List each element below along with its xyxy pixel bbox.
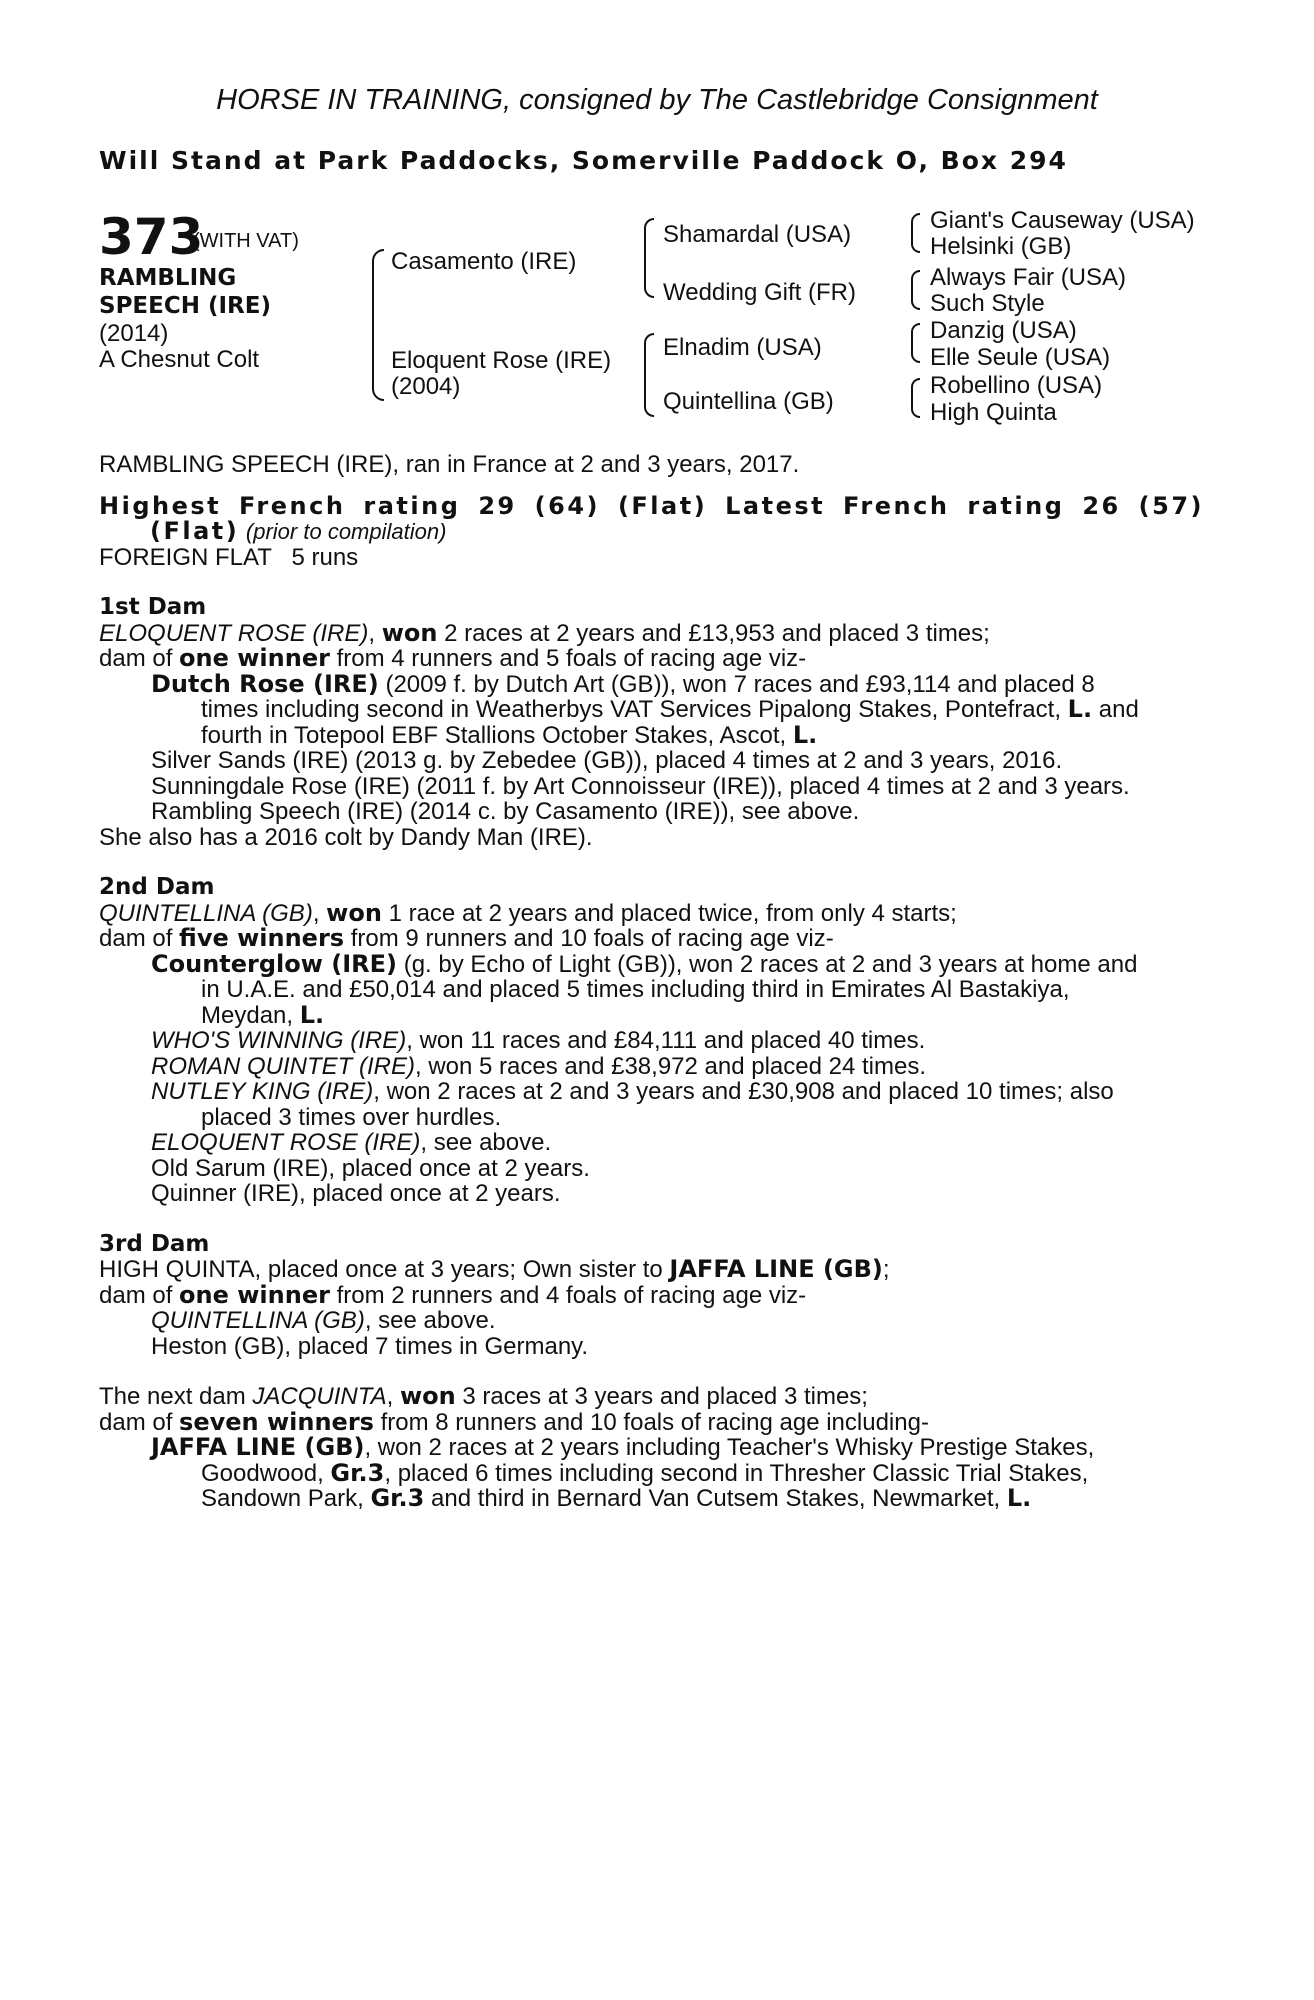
ggp-8: High Quinta [930,399,1057,426]
ggp-7: Robellino (USA) [930,372,1103,399]
dam1-progeny-2: Silver Sands (IRE) (2013 g. by Zebedee (GB)), placed 4 times at 2 and 3 years, 2016. [151,747,1063,774]
lot-number: 373 [99,208,204,266]
dam3-progeny-1 [99,1308,1204,1334]
dam4-p1-c2: Sandown Park, [201,1485,371,1512]
ggp-3: Always Fair (USA) [930,264,1127,291]
dam2-progeny-7: Quinner (IRE), placed once at 2 years. [151,1180,561,1207]
dam1-damof: dam of [99,645,180,672]
rating-note: (prior to compilation) [245,519,447,544]
dam2-p2-name: WHO'S WINNING (IRE) [151,1027,407,1054]
dam-sire: Elnadim (USA) [663,334,822,361]
race-summary: RAMBLING SPEECH (IRE), ran in France at 2 and 3 years, 2017. [99,451,800,478]
dam4-comma: , [386,1383,400,1410]
dam1-line2 [99,646,1204,672]
ggp-5: Danzig (USA) [930,317,1077,344]
dam2-p4-rest: , won 2 races at 2 and 3 years and £30,908 and placed 10 times; also [373,1078,1114,1105]
dam2-line1 [99,898,1204,927]
dam2-p1-c2-b: L. [299,1000,325,1029]
dam2-p5-name: ELOQUENT ROSE (IRE) [151,1129,421,1156]
catalogue-body [99,452,1204,1512]
sire-parents-brace [644,218,654,298]
dam2-p1-c2: Meydan, [201,1001,300,1029]
dam2-name: QUINTELLINA (GB) [99,899,313,927]
dam1-p1-c1: times including second in Weatherbys VAT Services Pipalong Stakes, Pontefract, [201,696,1068,723]
dam1-p1-name: Dutch Rose (IRE) [151,669,379,698]
dam1-comma: , [368,619,382,647]
ggp-brace-1 [911,213,920,253]
dam1-line1 [99,618,1204,647]
ggp-6: Elle Seule (USA) [930,344,1111,371]
dam4-won: won [400,1382,456,1410]
dam2-p4-name: NUTLEY KING (IRE) [151,1078,374,1105]
dam4-winners: seven winners [179,1407,374,1436]
dam-parents-brace [644,333,654,417]
dam1-heading: 1st Dam [99,594,207,620]
dam4-name: JACQUINTA [252,1383,387,1410]
dam2-p1-rest: (g. by Echo of Light (GB)), won 2 races at 2 and 3 years at home and [397,950,1138,978]
dam2-progeny-4-cont1: placed 3 times over hurdles. [201,1103,502,1131]
dam1-p1-c1-b: L. [1067,695,1093,723]
dam4-record: 3 races at 3 years and placed 3 times; [455,1383,868,1410]
dam1-p1-c1-end: and [1092,696,1139,723]
dam3-damof: dam of [99,1281,180,1309]
ggp-brace-4 [911,378,920,418]
rating-text: Highest French rating 29 (64) (Flat) Latest French rating 26 (57) [99,491,1204,520]
dam4-l1-a: The next dam [99,1383,253,1410]
dam2-won: won [326,898,382,927]
dam-year: (2004) [391,373,461,400]
dam1-won: won [381,618,438,647]
rating-line-2 [99,519,1204,545]
dam1-p1-rest: (2009 f. by Dutch Art (GB)), won 7 races and £93,114 and placed 8 [378,670,1095,698]
dam3-progeny-2: Heston (GB), placed 7 times in Germany. [151,1332,589,1360]
ggp-2: Helsinki (GB) [930,233,1072,260]
dam2-progeny-6: Old Sarum (IRE), placed once at 2 years. [151,1154,590,1182]
foreign-runs: FOREIGN FLAT 5 runs [99,543,359,571]
dam2-p1-name: Counterglow (IRE) [151,949,398,978]
dam3-winners: one winner [179,1280,330,1309]
dam4-runners: from 8 runners and 10 foals of racing age including- [373,1408,929,1436]
dam1-progeny-3: Sunningdale Rose (IRE) (2011 f. by Art Connoisseur (IRE)), placed 4 times at 2 and 3 years. [151,772,1130,800]
dam2-progeny-2 [99,1028,1204,1054]
dam4-p1-c2-b2: L. [1006,1484,1032,1512]
dam1-also: She also has a 2016 colt by Dandy Man (IRE). [99,823,593,851]
ggp-brace-3 [911,323,920,363]
dam1-progeny-1 [99,669,1204,698]
dam3-l1-c: ; [882,1256,890,1283]
sire-sire: Shamardal (USA) [663,221,852,248]
sire: Casamento (IRE) [391,248,577,275]
dam2-progeny-1-cont1: in U.A.E. and £50,014 and placed 5 times including third in Emirates Al Bastakiya, [201,976,1070,1003]
dam4-p1-c2-mid: and third in Bernard Van Cutsem Stakes, Newmarket, [424,1485,1007,1512]
dam2-line2 [99,926,1204,952]
dam3-p1-rest: , see above. [364,1307,496,1334]
dam2-progeny-1-cont2 [99,1000,1204,1029]
dam3-runners: from 2 runners and 4 foals of racing age viz- [329,1281,807,1309]
dam2-p5-rest: , see above. [420,1129,552,1156]
dam3-l1-b: JAFFA LINE (GB) [669,1255,883,1283]
rating-flat: (Flat) [150,517,240,545]
sire-dam: Wedding Gift (FR) [663,279,856,306]
rating-line [99,491,1204,520]
dam4-progeny-1 [99,1435,1204,1461]
dam2-progeny-1 [99,949,1204,978]
horse-name-line2: SPEECH (IRE) [99,293,271,319]
dam1-progeny-4: Rambling Speech (IRE) (2014 c. by Casamento (IRE)), see above. [151,798,860,825]
dam4-p1-c2-b: Gr.3 [370,1484,425,1512]
dam1-name: ELOQUENT ROSE (IRE) [99,619,369,647]
dam4-p1-name: JAFFA LINE (GB) [151,1433,365,1461]
dam1-p1-c2-b: L. [792,720,818,749]
dam-dam: Quintellina (GB) [663,388,834,415]
ggp-brace-2 [911,270,920,310]
ggp-4: Such Style [930,290,1045,317]
dam4-p1-c1: Goodwood, [201,1459,331,1487]
horse-description: A Chesnut Colt [99,346,260,373]
dam3-l1-a: HIGH QUINTA, placed once at 3 years; Own sister to [99,1256,670,1283]
dam4-line2 [99,1407,1204,1436]
dam2-comma: , [312,899,327,927]
sire-dam-brace [372,249,384,401]
dam1-p1-c2: fourth in Totepool EBF Stallions October Stakes, Ascot, [201,721,793,749]
dam2-p3-name: ROMAN QUINTET (IRE) [151,1052,415,1080]
dam2-runners: from 9 runners and 10 foals of racing age viz- [344,925,834,952]
dam2-progeny-4 [99,1079,1204,1105]
foaling-year: (2014) [99,320,169,347]
dam4-p1-rest: , won 2 races at 2 years including Teacher's Whisky Prestige Stakes, [364,1434,1095,1461]
dam2-damof: dam of [99,925,180,952]
dam2-progeny-5 [99,1130,1204,1156]
dam4-line1 [99,1384,1204,1410]
dam2-winners: five winners [179,924,345,952]
dam4-damof: dam of [99,1408,180,1436]
dam2-p2-rest: , won 11 races and £84,111 and placed 40 times. [406,1027,926,1054]
dam2-heading: 2nd Dam [99,874,215,900]
dam4-p1-c1-b: Gr.3 [330,1458,385,1487]
horse-name-line1: RAMBLING [99,265,237,291]
dam2-record: 1 race at 2 years and placed twice, from only 4 starts; [381,899,957,927]
dam: Eloquent Rose (IRE) [391,347,612,374]
ggp-1: Giant's Causeway (USA) [930,207,1195,234]
dam4-progeny-1-cont2 [99,1486,1204,1512]
dam3-heading: 3rd Dam [99,1230,210,1257]
horse-name [99,264,271,320]
dam3-line2 [99,1280,1204,1309]
stand-location: Will Stand at Park Paddocks, Somerville Paddock O, Box 294 [99,146,1068,175]
dam3-p1-name: QUINTELLINA (GB) [151,1307,365,1334]
dam3-line1 [99,1257,1204,1283]
dam1-runners: from 4 runners and 5 foals of racing age viz- [329,645,807,672]
page-title: HORSE IN TRAINING, consigned by The Castlebridge Consignment [216,84,1098,116]
dam1-progeny-1-cont2 [99,720,1204,749]
dam2-progeny-3 [99,1054,1204,1080]
dam1-record: 2 races at 2 years and £13,953 and placed 3 times; [437,619,990,647]
dam1-winners: one winner [179,644,330,672]
dam1-progeny-1-cont1 [99,697,1204,723]
dam2-p3-rest: , won 5 races and £38,972 and placed 24 times. [415,1052,927,1080]
dam4-progeny-1-cont1 [99,1458,1204,1487]
vat-note: (WITH VAT) [193,230,299,252]
dam4-p1-c1-end: , placed 6 times including second in Thresher Classic Trial Stakes, [384,1459,1089,1487]
